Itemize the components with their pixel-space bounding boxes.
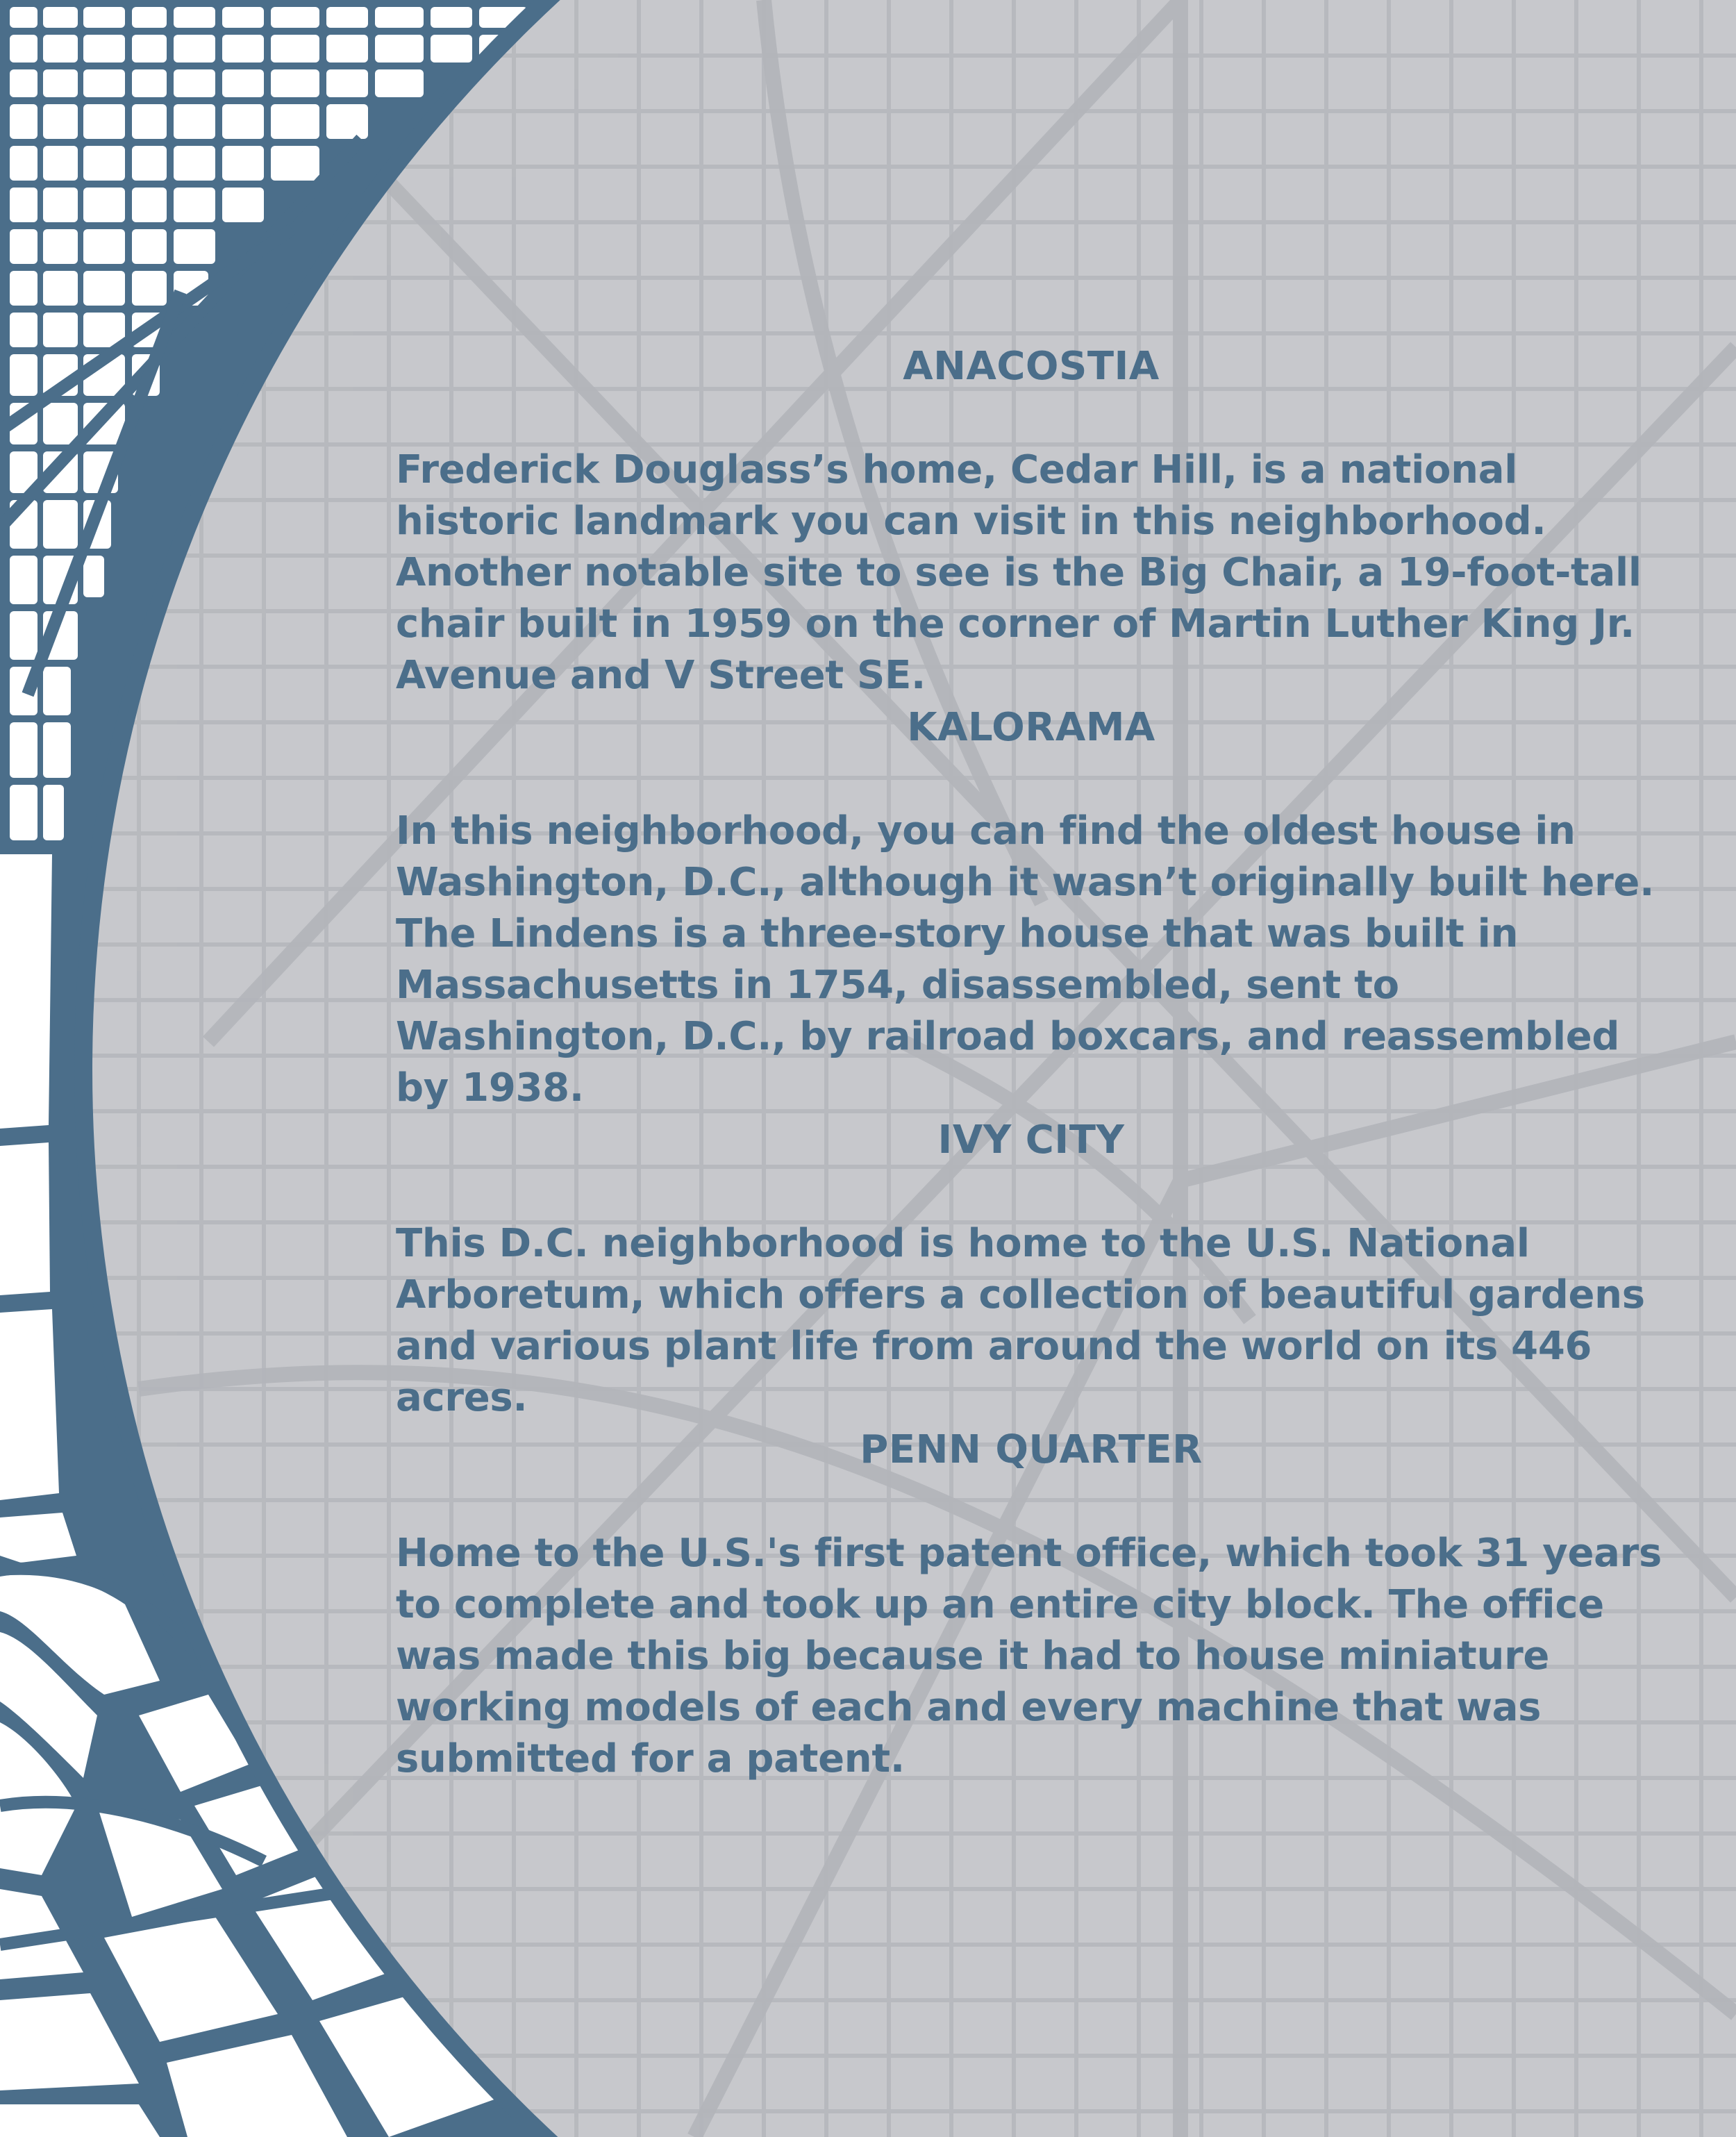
section-heading-anacostia: ANACOSTIA (903, 344, 1160, 389)
section-kalorama (396, 701, 1667, 1114)
neighborhood-content (396, 340, 1667, 1785)
section-text-anacostia: Frederick Douglass’s home, Cedar Hill, is a national historic landmark you can visit in this neighborhood. Another notable site to see is the Big Chair, a 19-foot-tall chair built in 1959 on the corner of Martin Luther King Jr. Avenue and V Street SE. (396, 447, 1642, 698)
section-ivy-city (396, 1114, 1667, 1424)
section-text-kalorama: In this neighborhood, you can find the oldest house in Washington, D.C., although it wasn’t originally built here. The Lindens is a three-story house that was built in Massachusetts in 1754, disassembled, sent to Washington, D.C., by railroad boxcars, and reassembled by 1938. (396, 808, 1655, 1111)
section-heading-kalorama: KALORAMA (907, 705, 1155, 750)
section-heading-penn-quarter: PENN QUARTER (860, 1427, 1203, 1472)
section-text-penn-quarter: Home to the U.S.'s first patent office, which took 31 years to complete and took up an entire city block. The office was made this big because it had to house miniature working models of each and every machine that was submitted for a patent. (396, 1531, 1662, 1781)
section-text-ivy-city: This D.C. neighborhood is home to the U.S. National Arboretum, which offers a collection of beautiful gardens and various plant life from around the world on its 446 acres. (396, 1221, 1645, 1420)
section-heading-ivy-city: IVY CITY (937, 1117, 1125, 1163)
section-penn-quarter (396, 1424, 1667, 1785)
section-anacostia (396, 340, 1667, 701)
